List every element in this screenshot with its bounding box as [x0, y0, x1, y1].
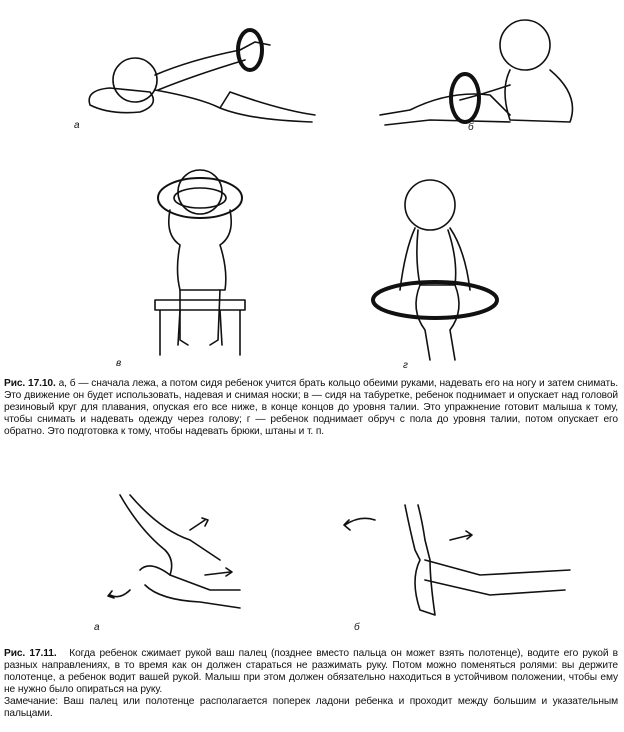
figure-label-b: б — [468, 122, 474, 133]
figure-label-b-2: б — [354, 622, 360, 633]
illustration-child-hoop — [370, 170, 510, 370]
figure-17-10-caption — [4, 378, 618, 438]
illustration-child-stool-swim-ring — [140, 150, 260, 365]
figure-label-a: а — [74, 120, 80, 131]
figure-17-11-caption — [4, 648, 618, 720]
caption-title: Рис. 17.11. — [4, 648, 57, 659]
caption-text: а, б — сначала лежа, а потом сидя ребенок учится брать кольцо обеими руками, надевать его на ногу и затем снимать. Это движение он будет использовать, надевая и снимая носки; в — сидя на табуретке, ребенок поднимает и опускает над головой резиновый круг для плавания, опуская его все ниже, в конце концов до уровня талии. Это упражнение готовит малыша к тому, чтобы снимать и надевать одежду через голову; г — ребенок поднимает обруч с пола до уровня талии, потом опускает его обратно. Это подготовка к тому, чтобы надевать брюки, штаны и т. п. — [4, 378, 619, 437]
note-title: Замечание: — [4, 696, 58, 707]
caption-text: Когда ребенок сжимает рукой ваш палец (позднее вместо пальца он может взять полотенце), водите его рукой в разных направлениях, в то время как он должен стараться не разжимать руку. Потом можно поменяться ролями: вы держите полотенце, а ребенок водит вашей рукой. Малыш при этом должен обязательно находиться в устойчивом положении, чтобы ему не нужно было опираться на руку. — [4, 648, 618, 695]
illustration-lying-child-ring — [80, 20, 320, 130]
figure-label-v: в — [116, 358, 122, 369]
illustration-hand-towel — [340, 500, 580, 630]
illustration-sitting-child-ring — [370, 10, 610, 135]
figure-label-a-2: а — [94, 622, 100, 633]
caption-title: Рис. 17.10. — [4, 378, 56, 389]
illustration-hand-grip-finger — [90, 490, 290, 630]
figure-label-g: г — [403, 360, 408, 371]
note-text: Ваш палец или полотенце располагается поперек ладони ребенка и проходит между большим и указательным пальцами. — [4, 696, 618, 719]
